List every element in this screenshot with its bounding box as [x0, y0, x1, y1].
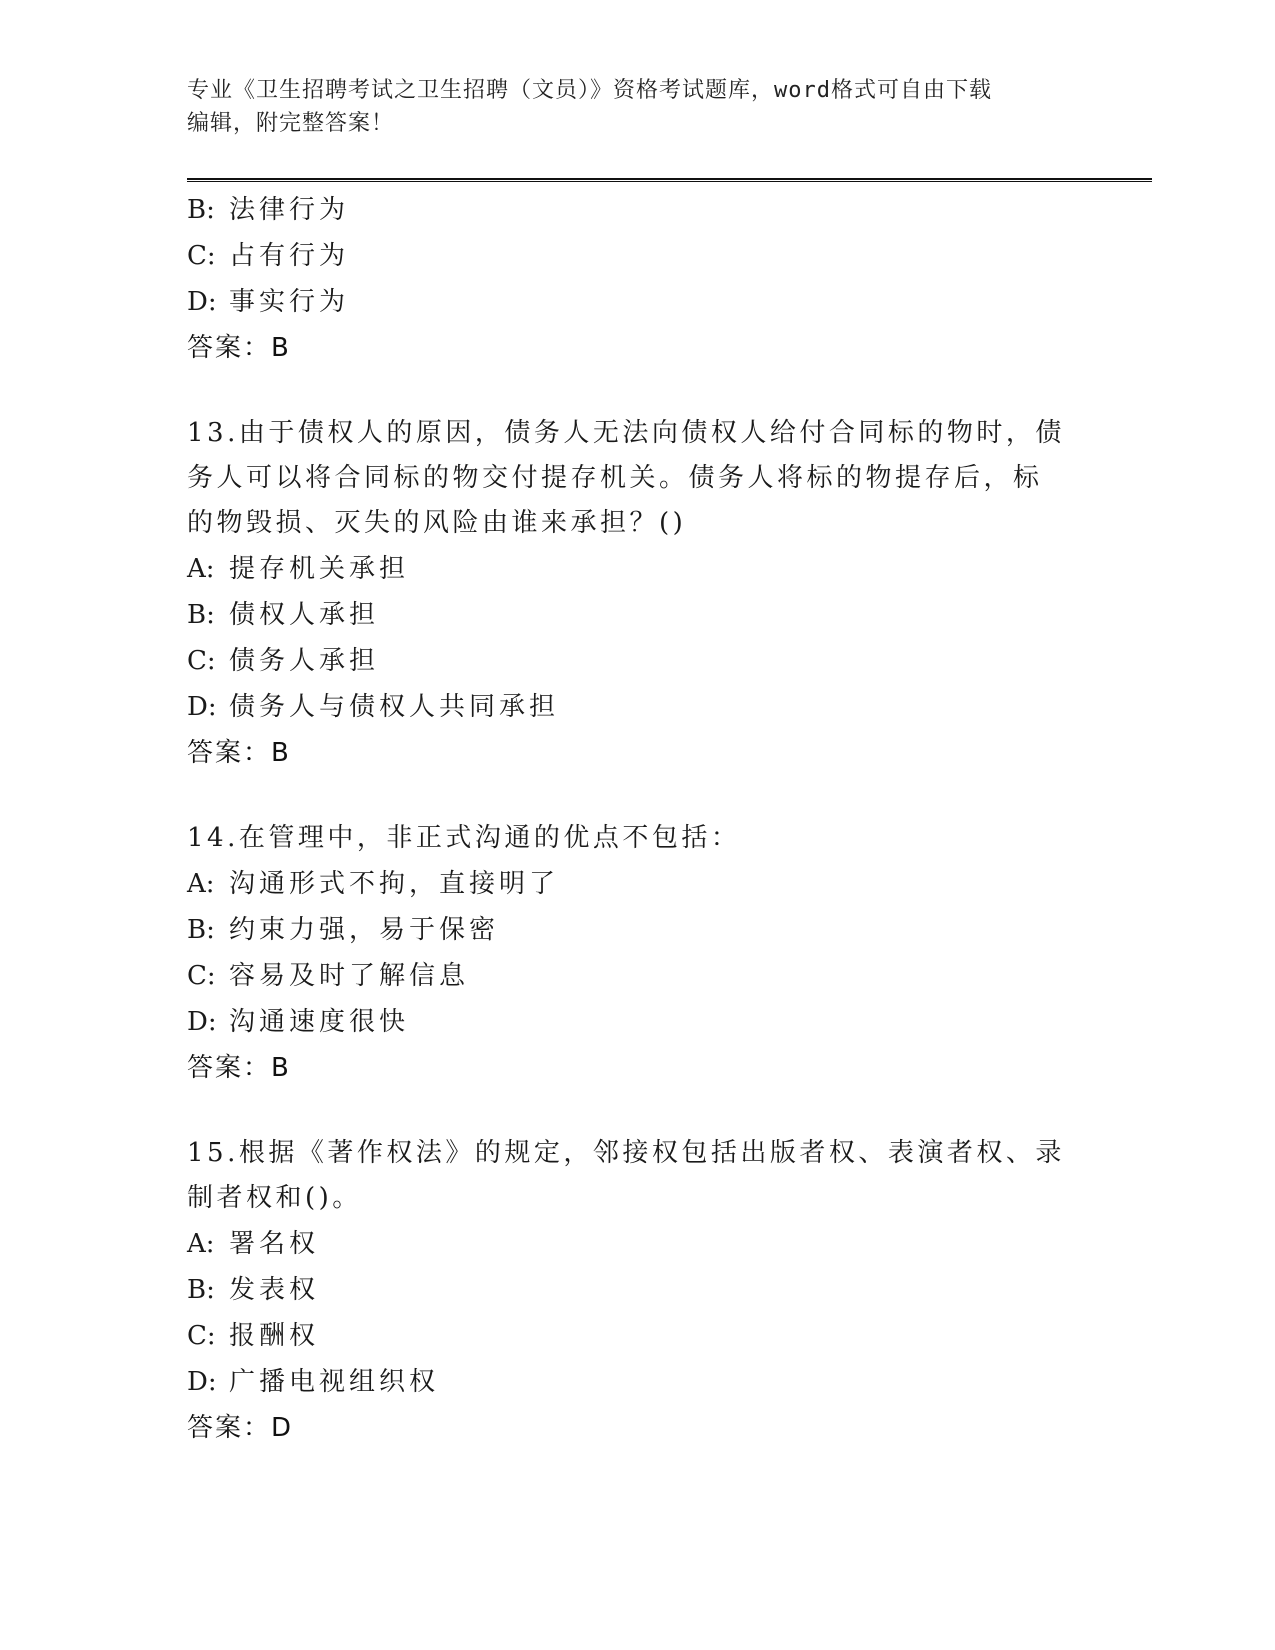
- option-letter: D:: [187, 1007, 217, 1037]
- answer-line: 答案：B: [187, 333, 291, 363]
- option-text: 报酬权: [229, 1321, 320, 1351]
- option-text: 发表权: [229, 1275, 320, 1305]
- option-b: [187, 187, 1087, 233]
- option-text: 债务人与债权人共同承担: [229, 692, 560, 722]
- option-a: [187, 546, 1087, 592]
- question-13: [187, 411, 1087, 776]
- option-letter: D:: [187, 287, 217, 317]
- question-12-tail: [187, 187, 1087, 371]
- answer-line: 答案：B: [187, 738, 291, 768]
- option-b: [187, 592, 1087, 638]
- option-a: [187, 1221, 1087, 1267]
- option-d: [187, 1359, 1087, 1405]
- option-text: 沟通速度很快: [229, 1007, 410, 1037]
- option-c: [187, 953, 1087, 999]
- option-text: 容易及时了解信息: [229, 961, 470, 991]
- option-letter: A:: [187, 1229, 215, 1259]
- option-text: 约束力强，易于保密: [229, 915, 500, 945]
- option-letter: B:: [187, 600, 215, 630]
- option-text: 事实行为: [229, 287, 350, 317]
- option-d: [187, 684, 1087, 730]
- option-letter: B:: [187, 195, 215, 225]
- option-letter: C:: [187, 1321, 216, 1351]
- option-letter: D:: [187, 692, 217, 722]
- option-text: 法律行为: [229, 195, 350, 225]
- answer-line: 答案：B: [187, 1053, 291, 1083]
- option-text: 债务人承担: [229, 646, 380, 676]
- answer-line: 答案：D: [187, 1413, 294, 1443]
- option-letter: C:: [187, 241, 216, 271]
- option-text: 占有行为: [229, 241, 350, 271]
- option-letter: B:: [187, 915, 215, 945]
- option-letter: C:: [187, 646, 216, 676]
- option-d: [187, 279, 1087, 325]
- option-a: [187, 861, 1087, 907]
- option-text: 广播电视组织权: [229, 1367, 440, 1397]
- header-line-1: 专业《卫生招聘考试之卫生招聘（文员）》资格考试题库，word格式可自由下载: [187, 78, 992, 103]
- option-text: 署名权: [229, 1229, 320, 1259]
- option-text: 沟通形式不拘，直接明了: [229, 869, 560, 899]
- question-text: 14.在管理中，非正式沟通的优点不包括：: [187, 823, 741, 853]
- question-14: [187, 816, 1087, 1091]
- option-d: [187, 999, 1087, 1045]
- spacer: [187, 1091, 1087, 1131]
- option-c: [187, 638, 1087, 684]
- document-header: [187, 74, 1067, 140]
- spacer: [187, 371, 1087, 411]
- option-b: [187, 1267, 1087, 1313]
- option-letter: A:: [187, 554, 215, 584]
- option-letter: A:: [187, 869, 215, 899]
- question-list: [187, 187, 1087, 1451]
- option-c: [187, 1313, 1087, 1359]
- option-text: 提存机关承担: [229, 554, 410, 584]
- question-15: [187, 1131, 1087, 1451]
- spacer: [187, 776, 1087, 816]
- option-letter: D:: [187, 1367, 217, 1397]
- option-b: [187, 907, 1087, 953]
- option-text: 债权人承担: [229, 600, 380, 630]
- option-letter: B:: [187, 1275, 215, 1305]
- option-c: [187, 233, 1087, 279]
- header-divider: [187, 178, 1152, 182]
- header-line-2: 编辑，附完整答案！: [187, 111, 395, 136]
- question-text: 15.根据《著作权法》的规定，邻接权包括出版者权、表演者权、录制者权和()。: [187, 1138, 1065, 1213]
- question-text: 13.由于债权人的原因，债务人无法向债权人给付合同标的物时，债务人可以将合同标的物交付提存机关。债务人将标的物提存后，标的物毁损、灭失的风险由谁来承担？(): [187, 418, 1065, 538]
- option-letter: C:: [187, 961, 216, 991]
